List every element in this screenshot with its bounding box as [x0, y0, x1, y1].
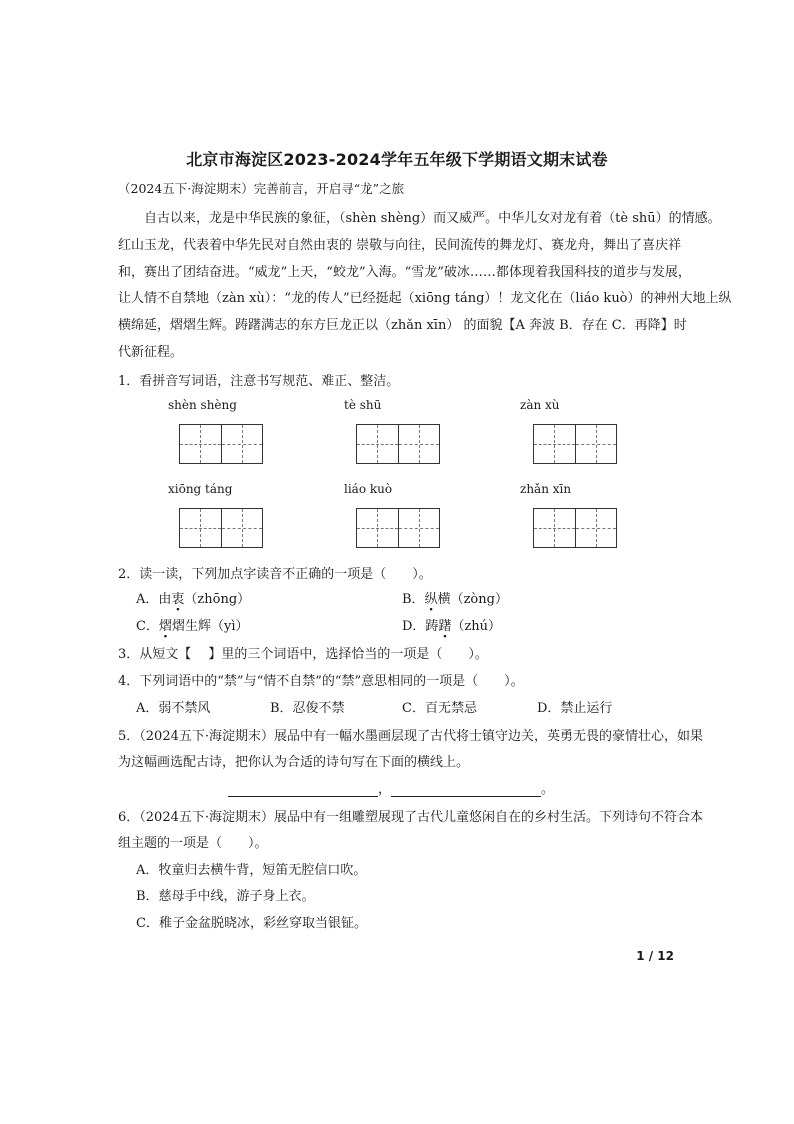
question-4: 4．下列词语中的“禁”与“情不自禁”的“禁”意思相同的一项是（ ）。: [118, 674, 524, 689]
option-b: B．忍俊不禁: [270, 701, 345, 716]
passage-line: 自古以来，龙是中华民族的象征，（shèn shèng）而又威严。中华儿女对龙有着（tè shū）的情感。: [144, 211, 721, 226]
answer-blank[interactable]: [228, 782, 378, 797]
pinyin-label: zhǎn xīn: [520, 482, 572, 496]
passage-line: 让人情不自禁地（zàn xù）：“龙的传人”已经挺起（xiōng táng）！龙文化在（liáo kuò）的神州大地上纵: [118, 291, 732, 307]
option-b: B．慈母手中线，游子身上衣。: [136, 889, 315, 904]
intro-passage: [118, 206, 732, 367]
page-title: 北京市海淀区2023-2024学年五年级下学期语文期末试卷: [186, 150, 608, 169]
question-3: 3．从短文【 】里的三个词语中，选择恰当的一项是（ ）。: [118, 647, 488, 662]
answer-blank[interactable]: [391, 782, 541, 797]
answer-lines: ， 。: [228, 778, 554, 797]
writing-grid[interactable]: [533, 424, 617, 464]
question-5: 5．（2024五下·海淀期末）展品中有一幅水墨画层现了古代将士镇守边关，英勇无畏的豪情壮心，如果: [118, 729, 703, 744]
option-b: B．纵横（zòng）: [402, 592, 508, 607]
option-d: D．踌躇（zhú）: [402, 619, 502, 634]
writing-grid[interactable]: [179, 508, 263, 548]
pinyin-label: zàn xù: [520, 398, 560, 412]
writing-grid[interactable]: [356, 508, 440, 548]
pinyin-label: tè shū: [344, 398, 382, 412]
writing-grid[interactable]: [179, 424, 263, 464]
writing-grid[interactable]: [533, 508, 617, 548]
option-a: A．由衷（zhōng）: [136, 592, 251, 607]
option-a: A．牧童归去横牛背，短笛无腔信口吹。: [136, 863, 367, 878]
pinyin-label: xiōng táng: [168, 482, 233, 496]
option-c: C．百无禁忌: [402, 701, 477, 716]
option-c: C．稚子金盆脱晓冰，彩丝穿取当银钲。: [136, 916, 367, 931]
source-line: （2024五下·海淀期末）完善前言，开启寻“龙”之旅: [118, 181, 405, 196]
option-a: A．弱不禁风: [136, 701, 211, 716]
question-6: 6．（2024五下·海淀期末）展品中有一组雕塑展现了古代儿童悠闲自在的乡村生活。下列诗句不符合本: [118, 810, 703, 825]
question-2: 2．读一读，下列加点字读音不正确的一项是（ ）。: [118, 567, 432, 582]
option-c: C．熠熠生辉（yì）: [136, 619, 249, 634]
passage-line: 代新征程。: [118, 344, 184, 360]
question-6-cont: 组主题的一项是（ ）。: [118, 836, 268, 851]
option-d: D．禁止运行: [537, 701, 613, 716]
pinyin-label: liáo kuò: [344, 482, 393, 496]
writing-grid[interactable]: [356, 424, 440, 464]
passage-line: 和，赛出了团结奋进。“威龙”上天，“蛟龙”入海。“雪龙”破冰……都体现着我国科技的道步与发展，: [118, 264, 691, 280]
question-1: 1．看拼音写词语，注意书写规范、难正、整洁。: [118, 374, 400, 389]
question-5-cont: 为这幅画选配古诗，把你认为合适的诗句写在下面的横线上。: [118, 755, 470, 770]
page-number: 1 / 12: [636, 949, 674, 963]
passage-line: 横绵延，熠熠生辉。踌躇满志的东方巨龙正以（zhǎn xīn） 的面貌【A 奔波 B．存在 C．再降】时: [118, 318, 687, 334]
pinyin-label: shèn shèng: [168, 398, 237, 412]
passage-line: 红山玉龙，代表着中华先民对自然由衷的 崇敬与向往，民间流传的舞龙灯、赛龙舟，舞出了喜庆祥: [118, 237, 682, 253]
